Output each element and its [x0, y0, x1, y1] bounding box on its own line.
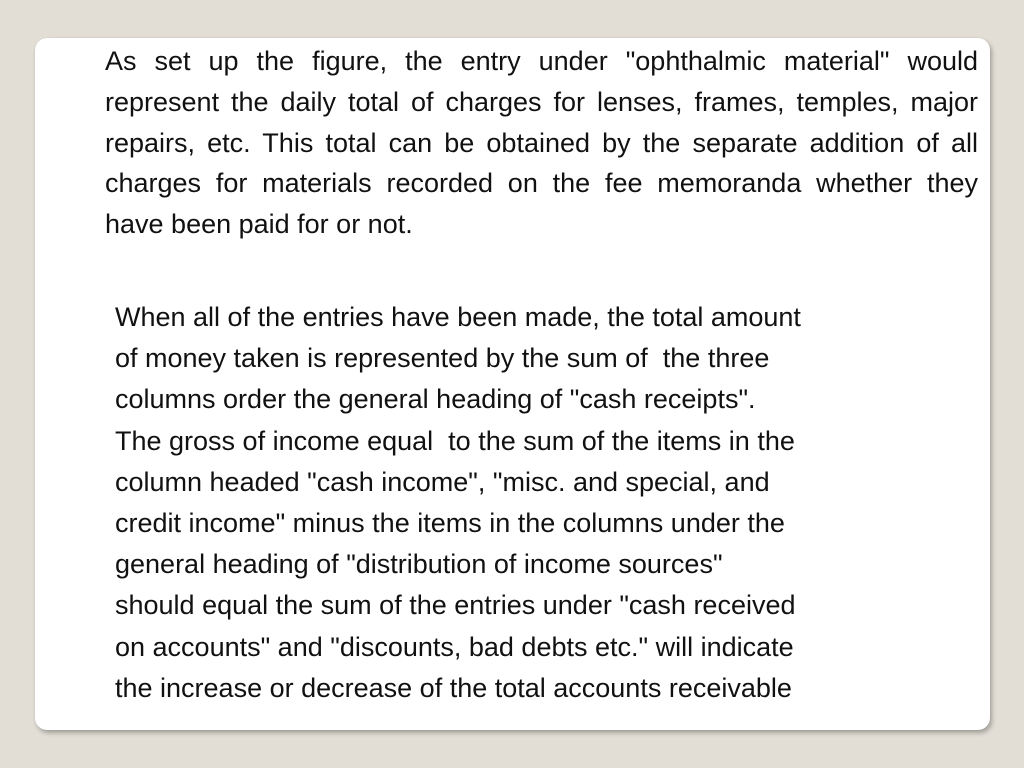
text-line: credit income" minus the items in the columns under the [115, 508, 785, 539]
paragraph-ophthalmic-material: As set up the figure, the entry under "ophthalmic material" would represent the daily total of charges for lenses, frames, temples, major repairs, etc. This total can be obtained by the separate addition of all charges for materials recorded on the fee memoranda whether they have been paid for or not. [105, 46, 978, 240]
text-line: of money taken is represented by the sum of the three [115, 343, 770, 374]
text-line: should equal the sum of the entries under "cash received [115, 590, 796, 621]
text-line: When all of the entries have been made, the total amount [115, 302, 801, 332]
text-line: general heading of "distribution of income sources" [115, 549, 723, 580]
text-line: The gross of income equal to the sum of the items in the [115, 425, 795, 456]
slide-card [35, 38, 990, 730]
text-line: the increase or decrease of the total accounts receivable [115, 672, 792, 703]
text-line: columns order the general heading of "cash receipts". [115, 384, 756, 415]
paragraph-cash-receipts [115, 297, 985, 709]
text-line: column headed "cash income", "misc. and special, and [115, 466, 770, 497]
text-line: on accounts" and "discounts, bad debts etc." will indicate [115, 631, 794, 662]
